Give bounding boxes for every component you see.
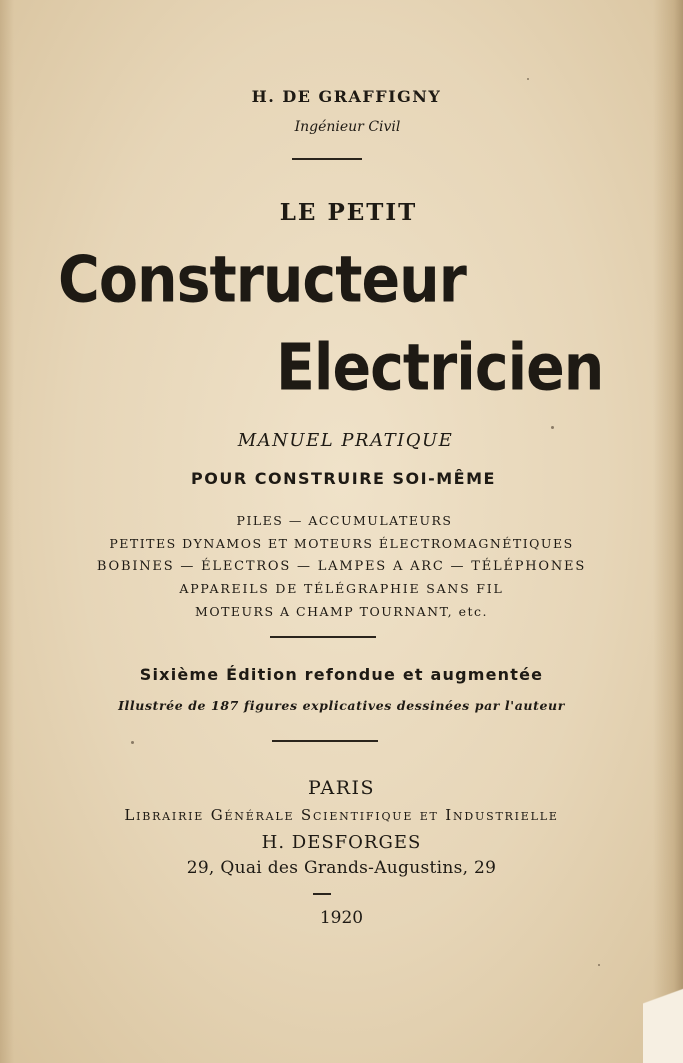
divider-rule xyxy=(270,636,376,638)
page-shadow-right xyxy=(653,0,683,1063)
title-line-1: Constructeur xyxy=(58,243,466,318)
topic-line: BOBINES — ÉLECTROS — LAMPES A ARC — TÉLÉPHONES xyxy=(96,559,587,574)
title-line-2: Electricien xyxy=(276,331,604,406)
author-name: H. DE GRAFFIGNY xyxy=(251,87,442,106)
topic-line: PILES — ACCUMULATEURS xyxy=(236,513,453,528)
paper-speck xyxy=(598,964,600,966)
divider-rule xyxy=(272,740,378,742)
publisher-address: 29, Quai des Grands-Augustins, 29 xyxy=(186,858,497,878)
topic-line: PETITES DYNAMOS ET MOTEURS ÉLECTROMAGNÉTIQUES xyxy=(109,536,574,551)
paper-speck xyxy=(527,78,529,80)
topic-line: MOTEURS A CHAMP TOURNANT, etc. xyxy=(195,604,488,619)
publisher-line: Librairie Générale Scientifique et Industrielle xyxy=(124,806,559,824)
paper-speck xyxy=(131,741,134,744)
publisher-name: H. DESFORGES xyxy=(261,832,422,853)
publication-year: 1920 xyxy=(319,908,364,928)
subtitle-manual: MANUEL PRATIQUE xyxy=(237,430,454,451)
subtitle-purpose: POUR CONSTRUIRE SOI-MÊME xyxy=(191,469,496,488)
page-shadow-left xyxy=(0,0,14,1063)
paper-speck xyxy=(551,426,554,429)
divider-rule xyxy=(313,893,331,895)
imprint-city: PARIS xyxy=(307,777,376,799)
edition-note: Sixième Édition refondue et augmentée xyxy=(139,665,544,684)
illustration-note: Illustrée de 187 figures explicatives dessinées par l'auteur xyxy=(118,698,565,713)
topic-line: APPAREILS DE TÉLÉGRAPHIE SANS FIL xyxy=(179,581,504,596)
torn-corner xyxy=(643,953,683,1063)
divider-rule xyxy=(292,158,362,160)
title-prefix: LE PETIT xyxy=(279,199,418,226)
author-role: Ingénieur Civil xyxy=(294,119,401,135)
